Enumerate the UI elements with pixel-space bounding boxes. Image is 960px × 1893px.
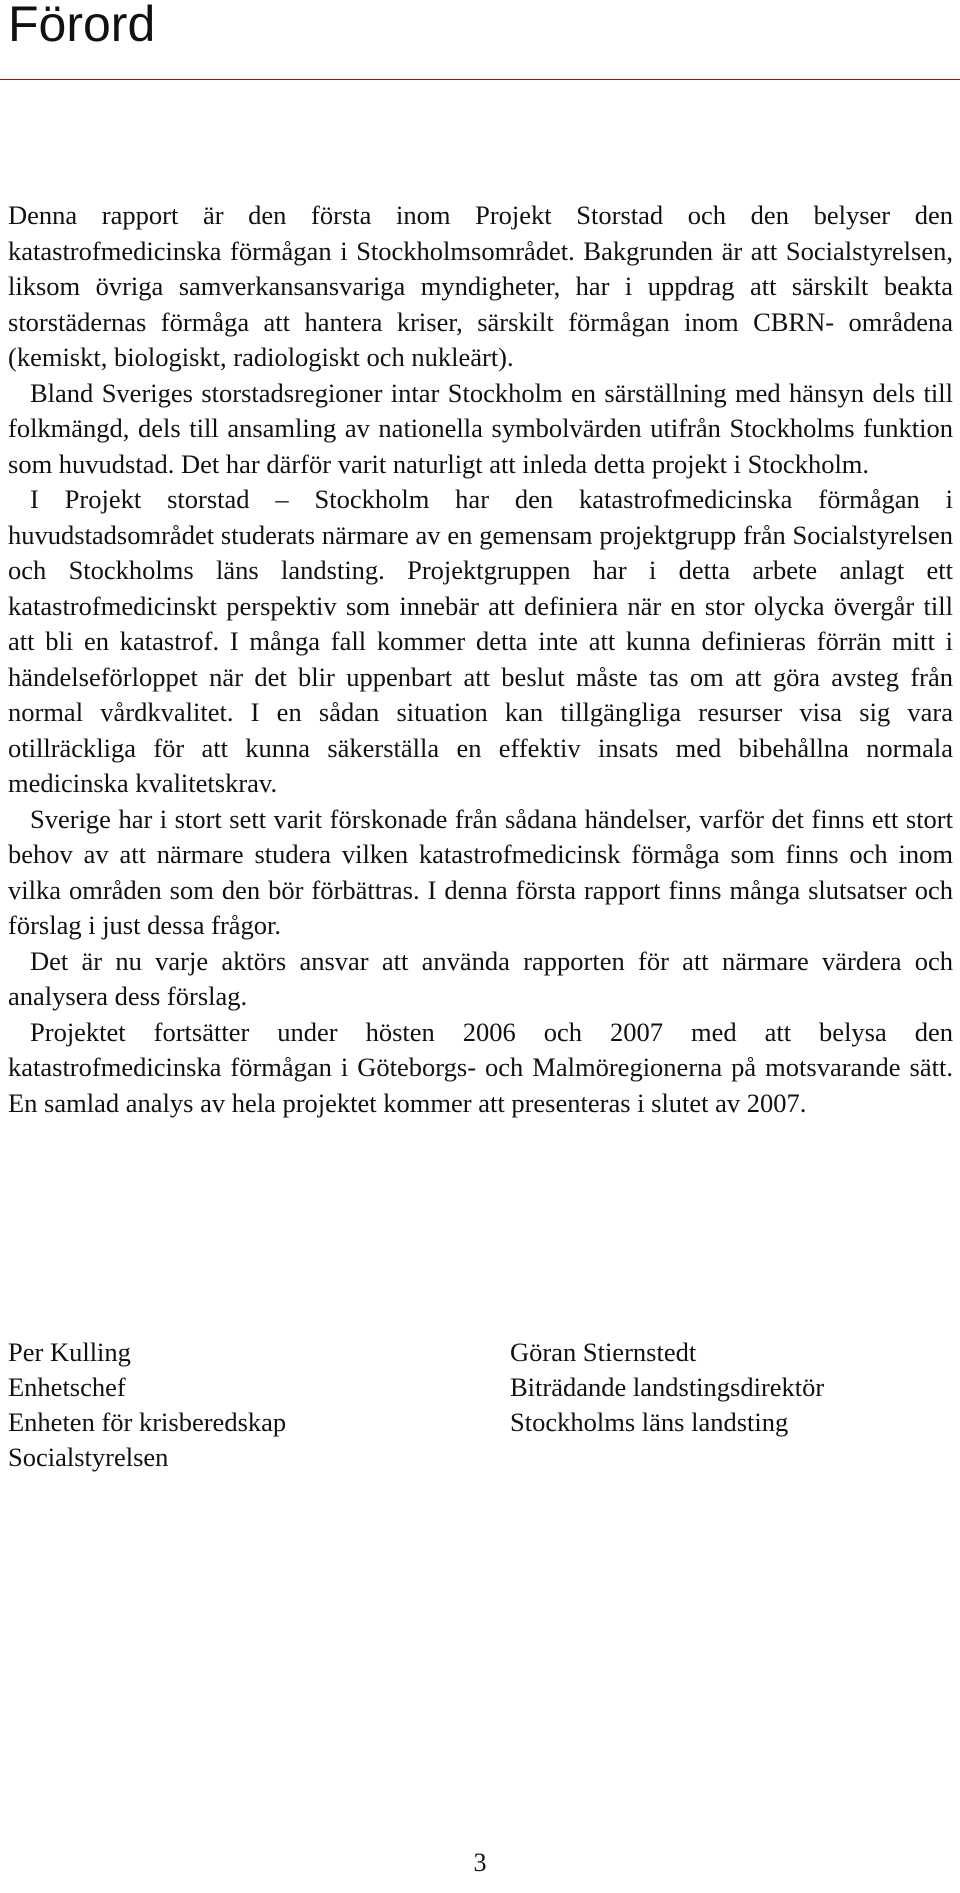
signatory-title: Biträdande landstingsdirektör: [510, 1372, 825, 1402]
title-divider: [0, 79, 960, 80]
page-title: Förord: [8, 0, 156, 52]
signatory-name: Göran Stiernstedt: [510, 1337, 697, 1367]
signature-block-right: [510, 1335, 824, 1440]
paragraph: Projektet fortsätter under hösten 2006 och 2007 med att belysa den katastrofmedicinska förmågan i Göteborgs- och Malmöregionerna på motsvarande sätt. En samlad analys av hela projektet kommer att presenteras i slutet av 2007.: [8, 1016, 953, 1118]
signatory-unit: Enheten för krisberedskap: [8, 1407, 287, 1437]
signatory-organization: Stockholms läns landsting: [510, 1407, 789, 1437]
paragraph: Bland Sveriges storstadsregioner intar Stockholm en särställning med hänsyn dels till folkmängd, dels till ansamling av nationella symbolvärden utifrån Stockholms funktion som huvudstad. Det har därför varit naturligt att inleda detta projekt i Stockholm.: [8, 377, 953, 479]
paragraph: Det är nu varje aktörs ansvar att använda rapporten för att närmare värdera och analysera dess förslag.: [8, 945, 953, 1011]
signature-block-left: [8, 1335, 286, 1475]
signatory-title: Enhetschef: [8, 1372, 126, 1402]
page-number: 3: [473, 1848, 487, 1877]
signatory-organization: Socialstyrelsen: [8, 1442, 169, 1472]
signatory-name: Per Kulling: [8, 1337, 131, 1367]
paragraph: Sverige har i stort sett varit förskonade från sådana händelser, varför det finns ett stort behov av att närmare studera vilken katastrofmedicinsk förmåga som finns och inom vilka områden som den bör förbättras. I denna första rapport finns många slutsatser och förslag i just dessa frågor.: [8, 803, 953, 940]
paragraph: Denna rapport är den första inom Projekt Storstad och den belyser den katastrofmedicinska förmågan i Stockholmsområdet. Bakgrunden är att Socialstyrelsen, liksom övriga samverkansansvariga myndigheter, har i uppdrag att särskilt beakta storstädernas förmåga att hantera kriser, särskilt förmågan inom CBRN- områdena (kemiskt, biologiskt, radiologiskt och nukleärt).: [8, 200, 953, 372]
body-text: [8, 198, 953, 1121]
paragraph: I Projekt storstad – Stockholm har den katastrofmedicinska förmågan i huvudstadsområdet studerats närmare av en gemensam projektgrupp från Socialstyrelsen och Stockholms läns landsting. Projektgruppen har i detta arbete anlagt ett katastrofmedicinskt perspektiv som innebär att definiera när en stor olycka övergår till att bli en katastrof. I många fall kommer detta inte att kunna definieras förrän mitt i händelseförloppet när det blir uppenbart att beslut måste tas om att göra avsteg från normal vårdkvalitet. I en sådan situation kan tillgängliga resurser visa sig vara otillräckliga för att kunna säkerställa en effektiv insats med bibehållna normala medicinska kvalitetskrav.: [8, 484, 953, 798]
